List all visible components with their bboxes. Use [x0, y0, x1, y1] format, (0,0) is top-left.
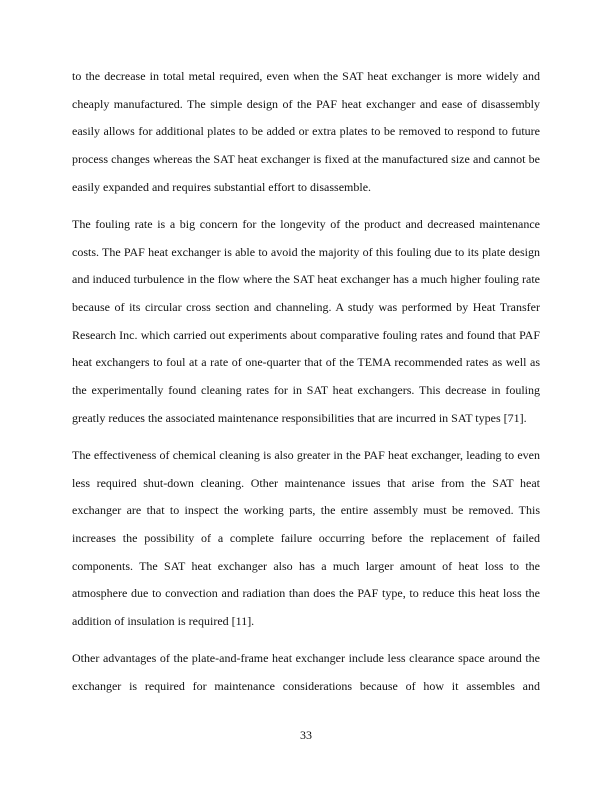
text-line: The fouling rate is a big concern for the longevity of the product and decreased maintenance	[72, 216, 540, 231]
text-line: exchanger are that to inspect the working parts, the entire assembly must be removed. This	[72, 503, 540, 518]
paragraph	[72, 211, 540, 433]
text-line: Research Inc. which carried out experiments about comparative fouling rates and found that PAF	[72, 327, 540, 342]
text-line: the experimentally found cleaning rates for in SAT heat exchangers. This decrease in fouling	[72, 383, 540, 398]
page-number: 33	[300, 728, 312, 742]
text-line: to the decrease in total metal required, even when the SAT heat exchanger is more widely and	[72, 69, 540, 83]
text-line: heat exchangers to foul at a rate of one-quarter that of the TEMA recommended rates as well as	[72, 355, 540, 370]
text-line: easily expanded and requires substantial effort to disassemble.	[72, 179, 372, 194]
text-line: less required shut-down cleaning. Other maintenance issues that arise from the SAT heat	[72, 475, 540, 490]
text-line: process changes whereas the SAT heat exchanger is fixed at the manufactured size and cannot be	[72, 152, 540, 167]
document-body	[72, 63, 540, 710]
text-line: increases the possibility of a complete failure occurring before the replacement of failed	[72, 531, 540, 545]
text-line: because of its circular cross section and channeling. A study was performed by Heat Transfer	[72, 300, 540, 314]
text-line: atmosphere due to convection and radiation than does the PAF type, to reduce this heat loss the	[72, 586, 540, 601]
paragraph	[72, 645, 540, 700]
text-line: exchanger is required for maintenance considerations because of how it assembles and	[72, 678, 540, 693]
text-line: greatly reduces the associated maintenance responsibilities that are incurred in SAT types [71].	[72, 410, 527, 425]
paragraph	[72, 442, 540, 636]
paragraph	[72, 63, 540, 201]
text-line: and induced turbulence in the flow where the SAT heat exchanger has a much higher fouling rate	[72, 272, 540, 287]
text-line: costs. The PAF heat exchanger is able to avoid the majority of this fouling due to its plate design	[72, 244, 540, 259]
text-line: addition of insulation is required [11].	[72, 614, 255, 629]
text-line: cheaply manufactured. The simple design of the PAF heat exchanger and ease of disassembly	[72, 96, 540, 111]
text-line: easily allows for additional plates to be added or extra plates to be removed to respond to future	[72, 124, 540, 139]
text-line: The effectiveness of chemical cleaning is also greater in the PAF heat exchanger, leading to even	[72, 447, 540, 462]
text-line: Other advantages of the plate-and-frame heat exchanger include less clearance space around the	[72, 651, 540, 666]
text-line: components. The SAT heat exchanger also has a much larger amount of heat loss to the	[72, 558, 540, 573]
